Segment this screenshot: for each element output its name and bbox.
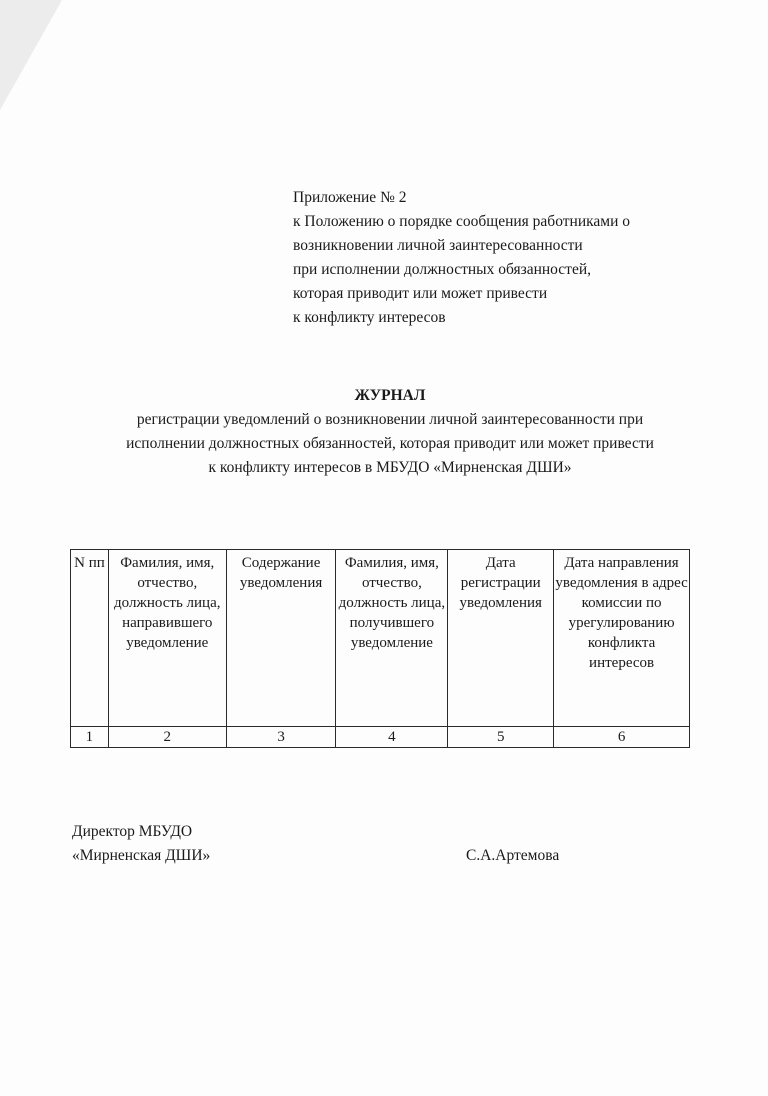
journal-title: ЖУРНАЛ [354,387,426,404]
appendix-line: к Положению о порядке сообщения работниками о [293,213,631,230]
folded-corner [0,0,62,110]
column-number: 3 [226,727,336,748]
appendix-note [293,186,733,330]
header-commission-date: Дата направления уведомления в адрес комиссии по урегулированию конфликта интересов [554,550,690,727]
appendix-line: возникновении личной заинтересованности [293,237,583,254]
signature-line: Директор МБУДО [72,823,193,840]
journal-table [70,549,690,748]
header-content: Содержание уведомления [226,550,336,727]
signature-line: «Мирненская ДШИ» [72,847,211,864]
appendix-line: Приложение № 2 [293,189,407,206]
table-header-row [71,550,690,727]
column-number: 1 [71,727,109,748]
signature-position [72,820,210,868]
journal-subtitle-line: исполнении должностных обязанностей, которая приводит или может привести [126,435,654,452]
header-registration-date: Дата регистрации уведомления [448,550,554,727]
appendix-line: к конфликту интересов [293,309,446,326]
appendix-line: которая приводит или может привести [293,285,548,302]
column-number: 6 [554,727,690,748]
appendix-line: при исполнении должностных обязанностей, [293,261,592,278]
header-number: N пп [71,550,109,727]
header-receiver: Фамилия, имя, отчество, должность лица, получившего уведомление [336,550,448,727]
header-sender: Фамилия, имя, отчество, должность лица, направившего уведомление [108,550,226,727]
signer-name: С.А.Артемова [466,847,560,864]
column-number: 4 [336,727,448,748]
column-number: 5 [448,727,554,748]
journal-heading [40,384,740,480]
column-number: 2 [108,727,226,748]
journal-subtitle-line: к конфликту интересов в МБУДО «Мирненская ДШИ» [208,459,572,476]
table-row [71,727,690,748]
journal-subtitle-line: регистрации уведомлений о возникновении личной заинтересованности при [136,411,644,428]
